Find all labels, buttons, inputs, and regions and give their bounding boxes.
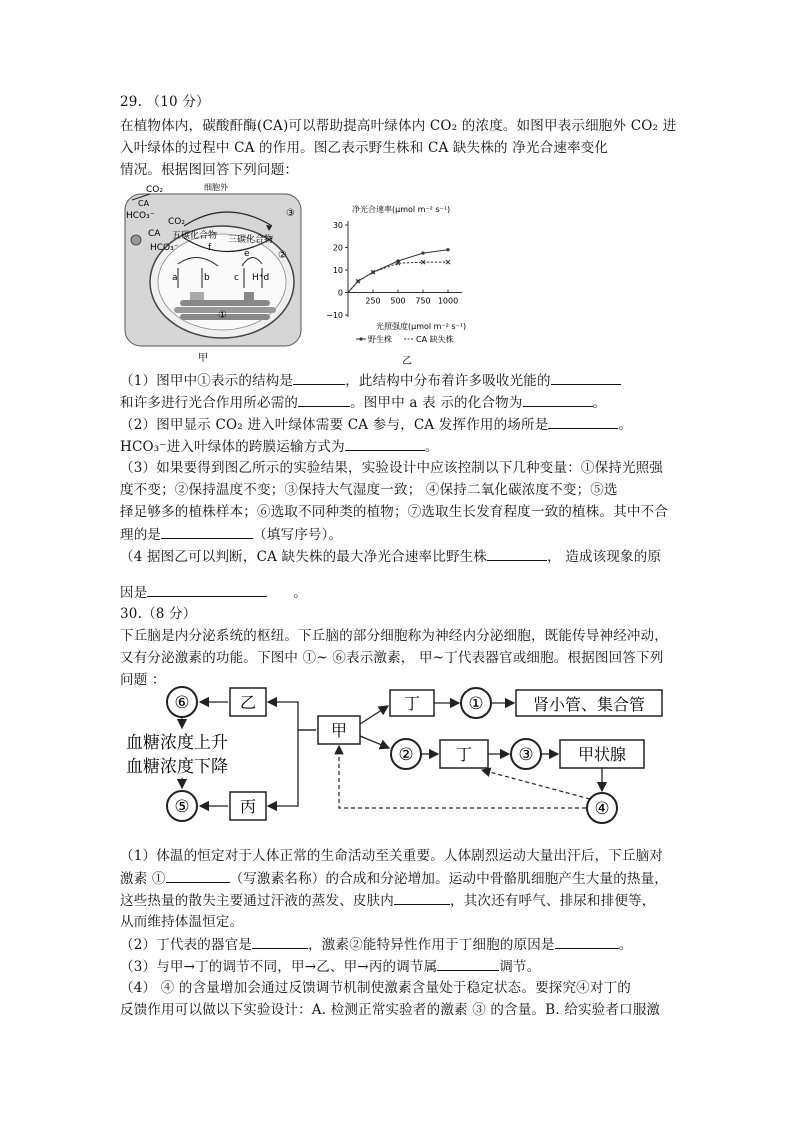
q30-header: 30.（8 分） xyxy=(120,606,197,622)
hormone-6: ⑥ xyxy=(174,693,190,713)
organ-ding-middle: 丁 xyxy=(455,745,473,764)
q29-p3-line1: （3）如果要得到图乙所示的实验结果，实验设计中应该控制以下几种变量：①保持光照强 xyxy=(120,460,664,476)
label-co2-outside: CO₂ xyxy=(146,185,163,195)
chart-ylabel: 净光合速率(μmol m⁻² s⁻¹) xyxy=(352,205,451,214)
label-hco3-inside: HCO₃⁻ xyxy=(150,243,179,253)
answer-blank[interactable] xyxy=(487,546,547,561)
q30-p3: （3）与甲→丁的调节不同，甲→乙、甲→丙的调节属 调节。 xyxy=(120,956,540,978)
organ-ding-top: 丁 xyxy=(403,694,421,713)
q29-header: 29. （10 分） xyxy=(120,94,210,110)
q29-p3-line4: 理的是 （填写序号）。 xyxy=(120,524,342,546)
label-c: c xyxy=(234,273,239,283)
hormone-4: ④ xyxy=(594,799,610,819)
label-b: b xyxy=(204,273,210,283)
hormone-3: ③ xyxy=(518,745,534,765)
answer-blank[interactable] xyxy=(551,370,621,385)
target-kidney-tubules: 肾小管、集合管 xyxy=(532,695,646,714)
q30-p4-line1: （4） ④ 的含量增加会通过反馈调节机制使激素含量处于稳定状态。要探究④对丁的 xyxy=(120,980,631,996)
q29-chart-yi xyxy=(318,196,478,366)
label-hco3-outside: HCO₃⁻ xyxy=(126,211,155,221)
q29-p3-line3: 择足够多的植株样本；⑥选取不同种类的植物；⑦选取生长发育程度一致的植株。其中不合 xyxy=(120,504,668,520)
q30-p1-line3: 这些热量的散失主要通过汗液的蒸发、皮肤内 ，其次还有呼气、排尿和排便等， xyxy=(120,890,656,912)
diagram-caption-jia: 甲 xyxy=(198,353,208,364)
y-tick-label: 20 xyxy=(332,243,343,253)
answer-blank[interactable] xyxy=(147,582,267,597)
blood-sugar-rise: 血糖浓度上升 xyxy=(126,733,228,753)
label-ca-inside: CA xyxy=(148,229,161,239)
label-c3: 三碳化合物 xyxy=(228,235,274,245)
answer-blank[interactable] xyxy=(252,934,308,949)
q29-p1-line2: 和许多进行光合作用所必需的 。图甲中 a 表 示的化合物为 。 xyxy=(120,392,606,414)
x-tick-label: 500 xyxy=(390,296,406,306)
y-tick-label: 30 xyxy=(332,221,343,230)
series-line-wild xyxy=(348,250,448,293)
organ-bing: 丙 xyxy=(239,797,257,816)
q29-diagram-jia xyxy=(122,180,307,365)
label-hd: H⁺d xyxy=(252,273,270,283)
data-point-wild xyxy=(446,248,449,251)
q29-intro-line-3: 情况。根据图回答下列问题： xyxy=(120,162,299,178)
label-co2-inside: CO₂ xyxy=(168,217,185,227)
answer-blank[interactable] xyxy=(548,414,618,429)
q30-p4-line2: 反馈作用可以做以下实验设计：A. 检测正常实验者的激素 ③ 的含量。B. 给实验者口服激 xyxy=(120,1002,661,1018)
label-outside-cell: 细胞外 xyxy=(204,183,228,192)
label-circle-1: ① xyxy=(218,310,227,321)
answer-blank[interactable] xyxy=(298,392,350,407)
q29-p4-line1: （4 据图乙可以判断，CA 缺失株的最大净光合速率比野生株 ， 造成该现象的原 xyxy=(120,546,661,568)
data-point-wild xyxy=(421,252,424,255)
organ-jia: 甲 xyxy=(330,721,348,740)
q29-p3-line2: 度不变；②保持温度不变；③保持大气湿度一致； ④保持二氧化碳浓度不变；⑤选 xyxy=(120,482,618,498)
answer-blank[interactable] xyxy=(555,934,619,949)
label-c5: 五碳化合物 xyxy=(172,231,218,241)
q30-p1-line2: 激素 ① （写激素名称）的合成和分泌增加。运动中骨骼肌细胞产生大量的热量， xyxy=(120,868,668,890)
label-ca-top: CA xyxy=(138,199,150,208)
q29-intro-line-2: 入叶绿体的过程中 CA 的作用。图乙表示野生株和 CA 缺失株的 净光合速率变化 xyxy=(120,140,609,156)
hormone-1: ① xyxy=(468,694,484,714)
label-a: a xyxy=(172,273,178,283)
q30-intro-line-2: 又有分泌激素的功能。下图中 ①~ ⑥表示激素， 甲~丁代表器官或细胞。根据图回答下列 xyxy=(120,650,664,666)
q29-p1-line1: （1）图甲中①表示的结构是 ，此结构中分布着许多吸收光能的 xyxy=(120,370,621,392)
answer-blank[interactable] xyxy=(293,370,345,385)
label-e: e xyxy=(244,249,250,259)
q29-p4-line2: 因是 。 xyxy=(120,582,307,604)
q29-p2-line1: （2）图甲显示 CO₂ 进入叶绿体需要 CA 参与，CA 发挥作用的场所是 。 xyxy=(120,414,632,436)
data-point-ca-mutant xyxy=(446,260,450,264)
target-thyroid: 甲状腺 xyxy=(577,745,627,764)
blood-sugar-fall: 血糖浓度下降 xyxy=(126,757,228,777)
chart-legend xyxy=(356,334,454,344)
label-circle-2: ② xyxy=(278,250,287,261)
q30-regulation-diagram xyxy=(120,684,680,830)
legend-wild: 野生株 xyxy=(368,335,392,344)
q30-p2: （2）丁代表的器官是 ，激素②能特异性作用于丁细胞的原因是 。 xyxy=(120,934,632,956)
label-circle-3: ③ xyxy=(286,208,295,219)
y-tick-label: 10 xyxy=(332,266,343,275)
answer-blank[interactable] xyxy=(161,524,253,539)
answer-blank[interactable] xyxy=(166,868,230,883)
answer-blank[interactable] xyxy=(394,890,450,905)
q29-intro-line-1: 在植物体内，碳酸酐酶(CA)可以帮助提高叶绿体内 CO₂ 的浓度。如图甲表示细胞外 CO₂ 进 xyxy=(120,118,677,134)
q30-p1-line1: （1）体温的恒定对于人体正常的生命活动至关重要。人体剧烈运动大量出汗后，下丘脑对 xyxy=(120,848,664,864)
q30-p1-line4: 从而维持体温恒定。 xyxy=(120,914,244,930)
legend-ca-mutant: CA 缺失株 xyxy=(416,335,454,344)
x-tick-label: 250 xyxy=(365,296,381,306)
series-line-ca-mutant xyxy=(348,262,448,292)
y-tick-label: −10 xyxy=(326,311,343,320)
chart-axes xyxy=(326,221,462,320)
chart-xlabel: 光照强度(μmol m⁻² s⁻¹) xyxy=(376,322,467,331)
q29-p2-line2: HCO₃⁻进入叶绿体的跨膜运输方式为 。 xyxy=(120,436,439,458)
label-f: f xyxy=(208,243,212,253)
answer-blank[interactable] xyxy=(345,436,425,451)
x-tick-label: 750 xyxy=(415,296,431,306)
q30-intro-line-1: 下丘脑是内分泌系统的枢纽。下丘脑的部分细胞称为神经内分泌细胞，既能传导神经冲动， xyxy=(120,628,668,644)
hormone-2: ② xyxy=(398,745,414,765)
answer-blank[interactable] xyxy=(523,392,593,407)
q30-intro-line-3: 问题 ： xyxy=(120,672,166,688)
x-tick-label: 1000 xyxy=(437,296,459,306)
chart-caption-yi: 乙 xyxy=(402,356,412,366)
hormone-5: ⑤ xyxy=(174,797,190,817)
y-tick-label: 0 xyxy=(337,288,343,298)
answer-blank[interactable] xyxy=(437,956,499,971)
organ-yi: 乙 xyxy=(239,693,257,712)
